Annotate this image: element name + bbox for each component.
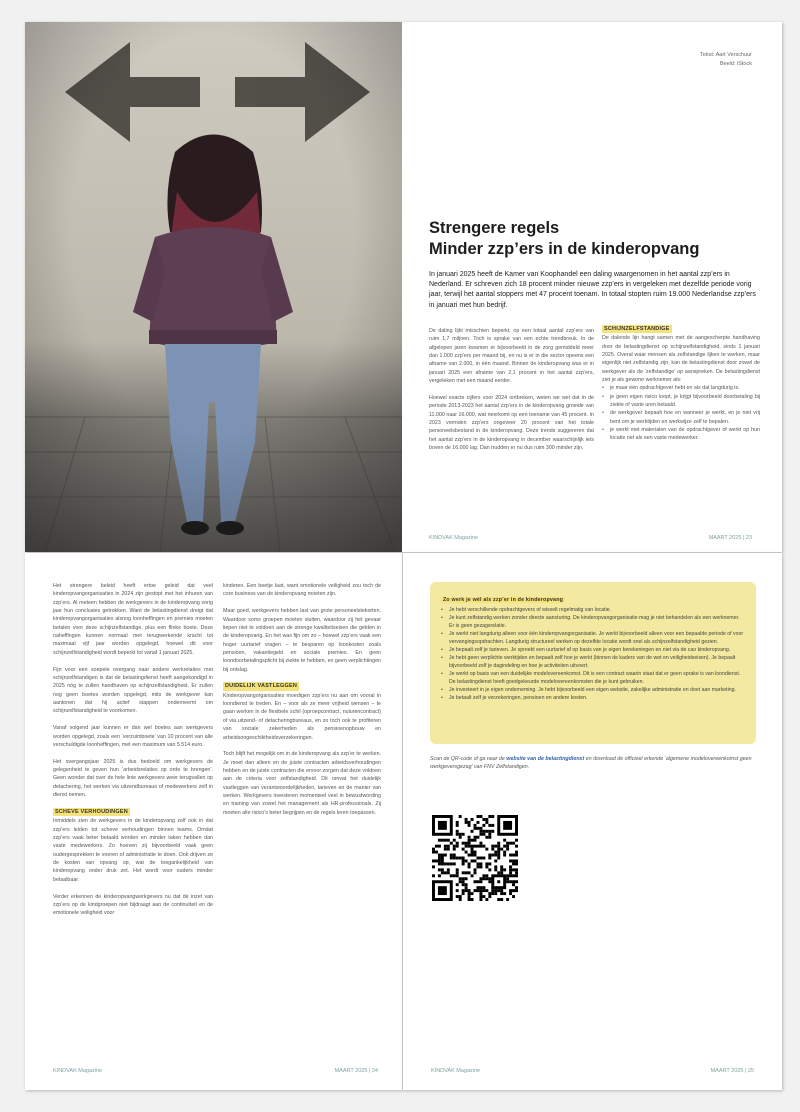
- tips-box: [430, 582, 756, 744]
- criteria-list: [602, 384, 760, 442]
- list-item: • Je hebt geen verplichte werktijden en bepaalt zelf hoe je werkt (binnen de kaders van de wet en veiligheidseisen). Je bepaalt bijvoorbeeld zelf je dagindeling en hoe je activiteiten uitvoert.: [441, 654, 745, 670]
- tips-list: [441, 606, 745, 702]
- list-item: • Je bepaalt zelf je tarieven. Je spreekt een uurtarief af op basis van je eigen berekeningen en niet via de cao kinderopvang.: [441, 646, 745, 654]
- list-item: • Je werkt op basis van een duidelijke modelovereenkomst. Dit is een contract waarin staat dat er geen sprake is van loondienst. De belastingdienst heeft goedgekeurde modelovereenkomsten die je kunt gebruiken.: [441, 670, 745, 686]
- footer-page-number: MAART 2025 | 23: [708, 535, 752, 541]
- footer-magazine: KINDVAK Magazine: [431, 1068, 481, 1074]
- section-heading: DUIDELIJK VASTLEGGEN: [225, 683, 298, 690]
- article-headline: [429, 218, 699, 260]
- list-item: • Je betaalt zelf je verzekeringen, pensioen en andere kosten.: [441, 694, 745, 702]
- footer-page-number: MAART 2025 | 24: [334, 1068, 378, 1074]
- paragraph: Inmiddels zien de werkgevers in de kinderopvang zelf ook in dat zzp’ers leiden tot scheve verhoudingen binnen teams. Omdat zzp’ers vaak beter betaald worden en minder taken hebben dan vaste medewerkers. Zo hoeven zij bijvoorbeeld vaak geen oudergesprekken te voeren of administratie te doen. Ook drijven ze de kosten van opvang op, wat de toegankelijkheid van kinderopvang onder druk zet. Het wordt voor ouders minder betaalbaar.: [53, 818, 213, 883]
- qr-code-icon[interactable]: [432, 815, 518, 901]
- qr-text-before: Scan de QR-code of ga naar de: [430, 756, 507, 762]
- paragraph: Fijn voor een soepele overgang naar andere werkrelaties met schijnzelfstandigen is dat de belastingdienst heeft aangekondigd in 2025 nóg te zullen handhaven op schijnzelfstandigheid. Er zullen nog geen boetes worden opgelegd, mits de werkgever kan aantonen dat hij actief stappen onderneemt om schijnzelfstandigheid te voorkomen.: [53, 666, 213, 715]
- paragraph: Maar goed, werkgevers hebben last van grote personeelstekorten. Waardoor soms groepen moeten sluiten, waardoor zij het gevaar liepen niet te voldoen aan de strenge kwaliteitseisen die gelden in de kinderopvang. En het was fijn om zo – hoewel zzp’ers vaak een hoger uurtarief vragen – te besparen op loonkosten zoals pensioen, vakantiegeld en sociale premies. En geen loondoorbetalingsplicht bij ziekte te hebben, en geen verplichtingen bij ontslag.: [223, 608, 381, 673]
- page-25: [403, 553, 782, 1090]
- credits: [700, 51, 752, 68]
- footer-magazine: KINDVAK Magazine: [429, 535, 479, 541]
- section-heading: SCHIJNZELFSTANDIGE: [604, 326, 670, 332]
- text-credit: Tekst: Aart Verschuur: [700, 52, 752, 58]
- list-item: • je werkt met materialen van de opdrachtgever of werkt op hun locatie net als een vaste medewerker.: [602, 426, 760, 443]
- section-heading: SCHEVE VERHOUDINGEN: [55, 808, 128, 815]
- paragraph: Verder erkennen de kinderopvangwerkgevers nu dat de inzet van zzp’ers op de kindgroepen niet bijdraagt aan de continuïteit en de emotionele veiligheid voor: [53, 893, 213, 917]
- image-credit: Beeld: iStock: [719, 60, 752, 67]
- paragraph: De daling lijkt misschien beperkt, op een totaal aantal zzp’ers van ruim 1,7 miljoen. Toch is sprake van een echte trendbreuk. In de afgelopen jaren kwamen er bijvoorbeeld in de zorg gemiddeld meer dan 1.000 zzp’ers per maand bij, en nu is er in die sector opeens een afname van 2.000, in één maand. Binnen de kinderopvang was er in januari 2025 een afname van 2,1 procent in het aantal zzp’ers, vergeleken met een maand eerder.: [429, 328, 594, 385]
- paragraph: Het overgangsjaar 2025 is dus bedoeld om werkgevers de gelegenheid te geven hun ‘arbeidsrelaties op orde te brengen’. Geen wonder dat over de hele linie werkgevers weer terugvallen op detachering, het werken via uitzendbureaus of medewerkers zelf in dienst nemen.: [53, 758, 213, 799]
- paragraph: Het strengere beleid heeft ertoe geleid dat veel kinderopvangorganisaties in 2024 zijn gestopt met het inhuren van zzp’ers. Al meteen hebben de werkgevers in de kinderopvang vorig jaar hun conclusies getrokken. Want de belastingdienst dreigt dat kinderopvangorganisaties alsnog loonheffingen en premies moeten betalen voor deze schijnzelfstandige, plus een flinke boete. Deze naheffingen kunnen normaal met terugwerkende kracht tot maximaal vijf jaar worden opgelegd, hoewel dit voor schijnzelfstandigheid wordt beperkt tot vanaf 1 januari 2025.: [53, 583, 213, 656]
- headline-line-2: Minder zzp’ers in de kinderopvang: [429, 240, 700, 258]
- page-23: [25, 22, 782, 552]
- list-item: • je maar één opdrachtgever hebt en als dat langdurig is.: [602, 384, 760, 392]
- paragraph: Kinderopvangorganisaties moedigen zzp’ers nu aan om vooral in loondienst te treden. En – voor als ze meer vrijheid wensen – te gaan werken in de flexibele schil (oproepcontract, nulurencontract) of via uitzend- of detacheringbureaus, en zo toch ook te profiteren van sociale zekerheden als pensioenopbouw en arbeidsongeschiktheidsverzekeringen.: [223, 692, 381, 741]
- box-heading: Zo werk je wél als zzp’er in de kinderopvang: [443, 597, 564, 603]
- qr-instruction: [430, 755, 760, 772]
- paragraph: Toch blijft het mogelijk om in de kinderopvang als zzp’er te werken. Je moet dan alleen en de juiste contracten arbeidsverhoudingen hebben en de juiste contracten die ervoor zorgen dat deze voldoen aan de criteria voor zelfstandigheid. Dit omvat het duidelijk vastleggen van verantwoordelijkheden, tarieven en de manier van werken. Werkgevers investeren momenteel veel in bewustwording en training van zowel het management als HR-professionals. Zij moeten alle risico’s beter begrijpen en de regels leren toepassen.: [223, 751, 381, 816]
- paragraph: Hoewel exacte cijfers voor 2024 ontbreken, weten we wel dat in de periode 2013-2023 het aantal zzp’ers in de kinderopvang groeide van 11.000 naar 16.000, wat neerkomt op een toename van 45 procent. In 2023 vormden zzp’ers ongeveer 20 procent van het totale personeelsbestand in de kinderopvang. Deze trends suggereren dat het aantal zzp’ers in de kinderopvang in december waarschijnlijk iets boven de 16.000 lag. Dan trudden er nu dus ruim 300 minder zijn.: [429, 394, 594, 451]
- p23-column-2: [602, 325, 760, 443]
- p24-column-1: [53, 582, 213, 926]
- qr-text-after: en download de officieel erkende ‘algemene modelovereenkomst geen werkgeversgezag’ van FNV Zelfstandigen.: [430, 756, 752, 771]
- list-item: • Je werkt niet langdurig alleen voor één kinderopvangorganisatie. Je werkt bijvoorbeeld alleen voor een bepaalde periode of voor vervangingsopdrachten. Langdurig structureel werken op dezelfde locatie wordt snel als schijnzelfstandigheid gezien.: [441, 630, 745, 646]
- paragraph: kinderen. Een beetje laat, want emotionele veiligheid zou toch de core business van de kinderopvang moeten zijn.: [223, 583, 381, 598]
- p23-column-1: [429, 327, 594, 461]
- footer-page-number: MAART 2025 | 25: [710, 1068, 754, 1074]
- list-item: • Je kunt zelfstandig werken zonder directe aansturing. De kinderopvangorganisatie mag je niet behandelen als een werknemer. Er is geen gezagsrelatie.: [441, 614, 745, 630]
- cover-photo: [25, 22, 402, 552]
- girl-arrows-illustration: [25, 22, 402, 552]
- page-24: [25, 553, 402, 1090]
- intro-paragraph: In januari 2025 heeft de Kamer van Koophandel een daling waargenomen in het aantal zzp’ers in Nederland. Er schreven zich 18 procent minder nieuwe zzp’ers in vergeleken met dezelfde periode vorig jaar, terwijl het aantal stoppers met 47 procent toenam. In totaal stopten ruim 19.000 Nederlandse zzp’ers in januari met hun bedrijf.: [429, 271, 756, 309]
- headline-line-1: Strengere regels: [429, 219, 560, 237]
- paragraph: De dalende lijn hangt samen met de aangescherpte handhaving door de belastingdienst op schijnzelfstandigheid, sinds 1 januari 2025. Overal waar mensen als zelfstandige lijken te werken, maar eigenlijk niet zelfstandig zijn, kan de belastingdienst door zowel de werkgever als de ‘zelfstandige’ op aanspreken. De belastingdienst ziet je als gewone werknemer als:: [602, 335, 760, 384]
- belastingdienst-link[interactable]: website van de belastingdienst: [506, 756, 585, 762]
- list-item: • Je hebt verschillende opdrachtgevers of wisselt regelmatig van locatie.: [441, 606, 745, 614]
- list-item: • Je investeert in je eigen onderneming. Je hebt bijvoorbeeld een eigen website, zakelijke administratie en doet aan marketing.: [441, 686, 745, 694]
- p24-column-2: [223, 582, 381, 826]
- list-item: • je geen eigen risico loopt, je krijgt bijvoorbeeld doorbetaling bij ziekte of vaste uren betaald.: [602, 393, 760, 410]
- footer-magazine: KINDVAK Magazine: [53, 1068, 103, 1074]
- paragraph: Vanaf volgend jaar kunnen er dan wel boetes aan werkgevers worden opgelegd, zoals een ‘verzuimboete’ van 10 procent van alle verschuldigde loonheffingen, met een maximum van 5.514 euro.: [53, 725, 213, 748]
- list-item: • de werkgever bepaalt hoe en wanneer je werkt, en je niet vrij bent om je werktijden en werkwijze zelf te bepalen.: [602, 409, 760, 426]
